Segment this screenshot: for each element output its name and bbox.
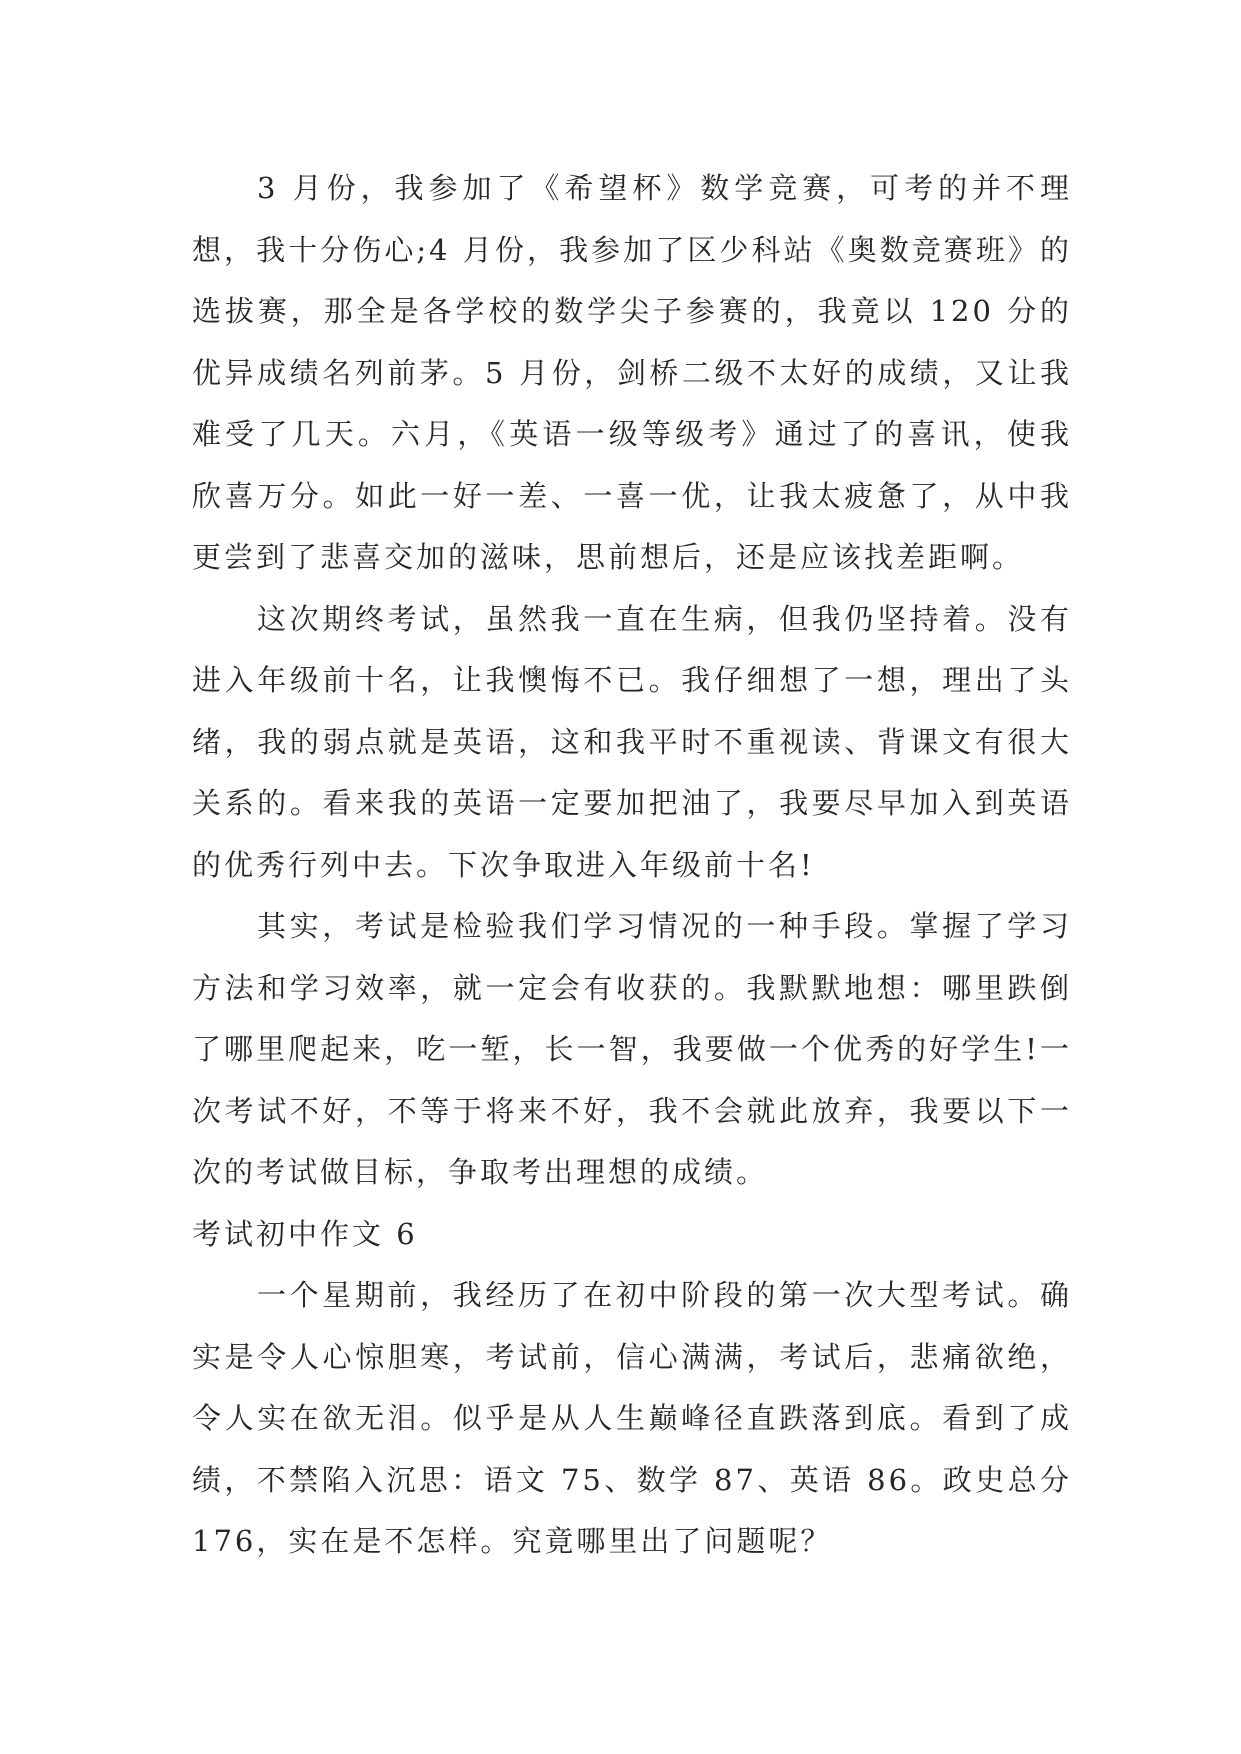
document-body xyxy=(192,158,1072,1573)
paragraph-reflection: 其实，考试是检验我们学习情况的一种手段。掌握了学习方法和学习效率，就一定会有收获的。我默默地想：哪里跌倒了哪里爬起来，吃一堑，长一智，我要做一个优秀的好学生!一次考试不好，不等于将来不好，我不会就此放弃，我要以下一次的考试做目标，争取考出理想的成绩。 xyxy=(192,909,1072,1189)
paragraph-final-exam: 这次期终考试，虽然我一直在生病，但我仍坚持着。没有进入年级前十名，让我懊悔不已。我仔细想了一想，理出了头绪，我的弱点就是英语，这和我平时不重视读、背课文有很大关系的。看来我的英语一定要加把油了，我要尽早加入到英语的优秀行列中去。下次争取进入年级前十名! xyxy=(192,601,1072,882)
paragraph-exam-results-spring: 3 月份，我参加了《希望杯》数学竞赛，可考的并不理想，我十分伤心;4 月份，我参加了区少科站《奥数竞赛班》的选拔赛，那全是各学校的数学尖子参赛的，我竟以 120 分的优异成绩名列前茅。5 月份，剑桥二级不太好的成绩，又让我难受了几天。六月，《英语一级等级考》通过了的喜讯，使我欣喜万分。如此一好一差、一喜一优，让我太疲惫了，从中我更尝到了悲喜交加的滋味，思前想后，还是应该找差距啊。 xyxy=(192,171,1072,574)
paragraph-first-big-exam: 一个星期前，我经历了在初中阶段的第一次大型考试。确实是令人心惊胆寒，考试前，信心满满，考试后，悲痛欲绝，令人实在欲无泪。似乎是从人生巅峰径直跌落到底。看到了成绩，不禁陷入沉思：语文 75、数学 87、英语 86。政史总分 176，实在是不怎样。究竟哪里出了问题呢？ xyxy=(192,1278,1072,1558)
essay-heading: 考试初中作文 6 xyxy=(192,1216,418,1251)
